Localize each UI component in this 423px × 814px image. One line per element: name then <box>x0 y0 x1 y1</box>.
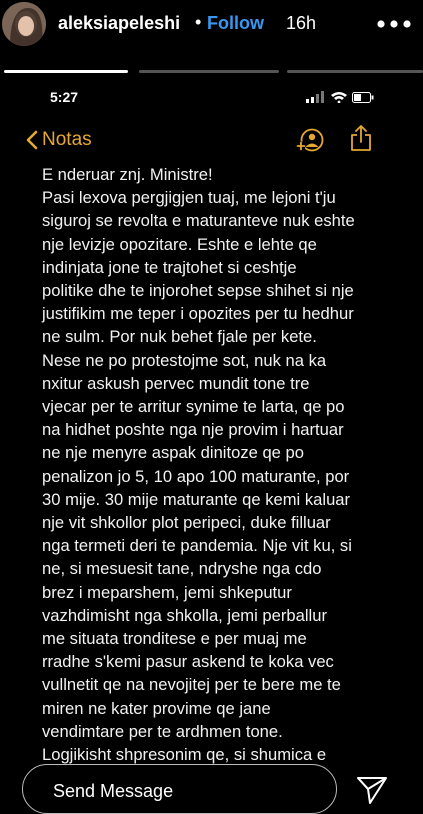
separator-dot: • <box>195 12 202 32</box>
story-time: 16h <box>286 13 317 33</box>
note-line: vullnetit qe na nevojitej per te bere me te <box>42 675 341 695</box>
note-line: ne, si mesuesit tane, ndryshe nga cdo <box>42 559 322 579</box>
note-line: vjecar per te arritur synime te larta, qe po <box>42 397 345 417</box>
more-icon[interactable] <box>377 20 411 28</box>
avatar-image <box>2 2 46 46</box>
note-line: vazhdimisht nga shkolla, jemi perballur <box>42 605 327 625</box>
note-line: Nese ne po protestojme sot, nuk na ka <box>42 350 327 370</box>
note-line: politike dhe te injorohet sepse shihet si nje <box>42 281 354 301</box>
note-line: 30 mije. 30 mije maturante qe kemi kaluar <box>42 489 351 509</box>
note-line: ne sulm. Por nuk behet fjale per kete. <box>42 327 317 347</box>
note-line: indinjata jone te trajtohet si ceshtje <box>42 257 297 277</box>
note-line: nje vit shkollor plot peripeci, duke filluar <box>42 513 331 533</box>
share-icon[interactable] <box>350 124 372 152</box>
status-icons <box>306 91 374 103</box>
note-line: ne nje menyre aspak dinitoze qe po <box>42 443 304 463</box>
back-label: Notas <box>42 129 92 150</box>
back-chevron-icon <box>26 130 38 150</box>
note-line: E nderuar znj. Ministre! <box>42 165 213 184</box>
story-progress-1 <box>4 70 128 73</box>
signal-icon <box>306 91 324 103</box>
note-line: vendimtare per te ardhmen tone. <box>42 721 283 741</box>
note-line: Logjikisht shpresonim qe, si shumica e <box>42 745 327 765</box>
note-line: miren ne kater provime qe jane <box>42 698 271 718</box>
note-line: rradhe s'kemi pasur askend te koka vec <box>42 652 334 672</box>
follow-button[interactable]: Follow <box>207 13 264 33</box>
note-line: brez i meparshem, jemi shkeputur <box>42 582 292 602</box>
notes-back-button[interactable] <box>26 128 92 152</box>
story-username[interactable]: aleksiapeleshi <box>58 13 181 33</box>
note-line: justifikim me teper i opozites per tu hedhur <box>42 304 354 324</box>
send-icon[interactable] <box>356 776 388 804</box>
share-user-icon[interactable] <box>296 128 324 152</box>
send-message-placeholder: Send Message <box>53 781 174 801</box>
note-line: siguroj se revolta e maturanteve nuk eshte <box>42 211 355 231</box>
note-line: na hidhet poshte nga nje provim i hartuar <box>42 420 344 440</box>
battery-icon <box>353 93 374 103</box>
avatar[interactable] <box>2 2 46 46</box>
note-body[interactable] <box>42 163 392 766</box>
story-progress-2 <box>139 70 279 73</box>
story-progress-3 <box>287 70 423 73</box>
note-line: me situata tronditese e per muaj me <box>42 629 307 649</box>
note-line: nxitur askush pervec mundit tone tre <box>42 373 310 393</box>
note-line: nga termeti deri te pandemia. Nje vit ku, si <box>42 536 352 556</box>
status-time: 5:27 <box>50 89 79 105</box>
note-line: nje levizje opozitare. Eshte e lehte qe <box>42 234 317 254</box>
note-line: Pasi lexova pergjigjen tuaj, me lejoni t'ju <box>42 188 336 208</box>
story-header <box>0 0 423 64</box>
wifi-icon <box>331 92 347 103</box>
note-line: penalizon jo 5, 10 apo 100 maturante, por <box>42 466 350 486</box>
